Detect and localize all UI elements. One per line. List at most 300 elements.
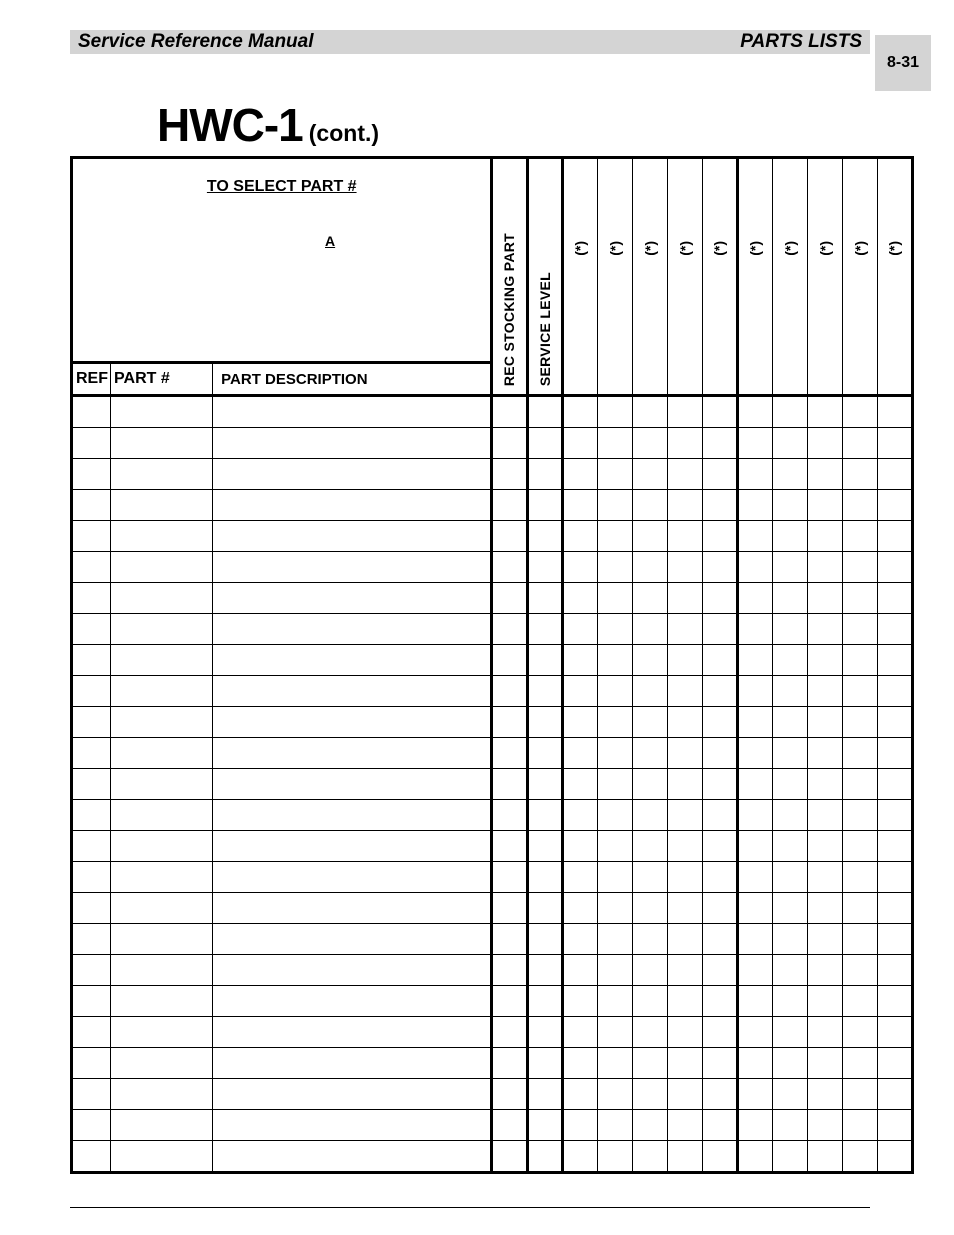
part-number-header: PART # bbox=[111, 363, 213, 396]
model-cell bbox=[632, 924, 667, 955]
ref-cell bbox=[72, 924, 111, 955]
model-cell bbox=[597, 676, 632, 707]
model-cell bbox=[562, 1017, 597, 1048]
model-column-header bbox=[772, 158, 807, 396]
model-cell bbox=[877, 707, 912, 738]
model-cell bbox=[667, 831, 702, 862]
part-number-cell bbox=[111, 862, 213, 893]
rec-stocking-cell bbox=[492, 459, 527, 490]
model-column-label: (*) bbox=[676, 241, 693, 256]
part-description-cell bbox=[213, 986, 492, 1017]
model-cell bbox=[597, 1017, 632, 1048]
model-cell bbox=[702, 1141, 737, 1173]
table-row bbox=[72, 1079, 913, 1110]
rec-stocking-cell bbox=[492, 583, 527, 614]
header-bar bbox=[70, 30, 870, 54]
model-column-label: (*) bbox=[711, 241, 728, 256]
rec-stocking-cell bbox=[492, 955, 527, 986]
table-row bbox=[72, 986, 913, 1017]
model-cell bbox=[842, 769, 877, 800]
model-cell bbox=[597, 614, 632, 645]
model-cell bbox=[632, 552, 667, 583]
model-cell bbox=[667, 676, 702, 707]
model-cell bbox=[772, 396, 807, 428]
model-cell bbox=[597, 428, 632, 459]
model-cell bbox=[877, 490, 912, 521]
model-cell bbox=[632, 645, 667, 676]
model-cell bbox=[632, 459, 667, 490]
service-level-cell bbox=[527, 800, 562, 831]
model-cell bbox=[597, 459, 632, 490]
model-cell bbox=[667, 986, 702, 1017]
model-cell bbox=[877, 396, 912, 428]
model-column-label: (*) bbox=[641, 241, 658, 256]
model-cell bbox=[772, 986, 807, 1017]
part-number-cell bbox=[111, 459, 213, 490]
model-cell bbox=[842, 1141, 877, 1173]
model-cell bbox=[562, 955, 597, 986]
service-level-cell bbox=[527, 490, 562, 521]
table-row bbox=[72, 862, 913, 893]
table-row bbox=[72, 893, 913, 924]
part-number-cell bbox=[111, 1141, 213, 1173]
model-cell bbox=[877, 862, 912, 893]
model-cell bbox=[667, 707, 702, 738]
model-column-label: (*) bbox=[572, 241, 589, 256]
page-heading bbox=[157, 98, 379, 152]
model-cell bbox=[877, 1048, 912, 1079]
part-number-cell bbox=[111, 738, 213, 769]
model-cell bbox=[632, 1048, 667, 1079]
model-cell bbox=[772, 1141, 807, 1173]
page-heading-main: HWC-1 bbox=[157, 99, 303, 151]
model-cell bbox=[807, 459, 842, 490]
model-cell bbox=[842, 490, 877, 521]
part-number-cell bbox=[111, 1079, 213, 1110]
model-cell bbox=[632, 800, 667, 831]
part-number-cell bbox=[111, 583, 213, 614]
model-cell bbox=[632, 614, 667, 645]
ref-cell bbox=[72, 1017, 111, 1048]
model-cell bbox=[702, 396, 737, 428]
model-cell bbox=[842, 459, 877, 490]
model-cell bbox=[737, 645, 772, 676]
service-level-cell bbox=[527, 396, 562, 428]
model-cell bbox=[632, 893, 667, 924]
part-number-cell bbox=[111, 521, 213, 552]
part-description-cell bbox=[213, 1141, 492, 1173]
service-level-cell bbox=[527, 924, 562, 955]
model-cell bbox=[877, 738, 912, 769]
model-cell bbox=[667, 955, 702, 986]
model-cell bbox=[632, 738, 667, 769]
service-level-cell bbox=[527, 1141, 562, 1173]
model-cell bbox=[807, 1079, 842, 1110]
model-cell bbox=[632, 862, 667, 893]
model-cell bbox=[772, 1017, 807, 1048]
model-cell bbox=[667, 1079, 702, 1110]
model-cell bbox=[807, 645, 842, 676]
service-level-cell bbox=[527, 955, 562, 986]
model-cell bbox=[877, 676, 912, 707]
rec-stocking-cell bbox=[492, 428, 527, 459]
model-cell bbox=[737, 769, 772, 800]
model-cell bbox=[807, 986, 842, 1017]
model-cell bbox=[632, 955, 667, 986]
part-description-cell bbox=[213, 396, 492, 428]
model-cell bbox=[807, 396, 842, 428]
model-cell bbox=[772, 893, 807, 924]
model-cell bbox=[702, 769, 737, 800]
page-heading-sub: (cont.) bbox=[308, 120, 380, 146]
part-description-cell bbox=[213, 552, 492, 583]
model-cell bbox=[597, 924, 632, 955]
ref-cell bbox=[72, 459, 111, 490]
model-cell bbox=[562, 676, 597, 707]
model-cell bbox=[807, 893, 842, 924]
rec-stocking-cell bbox=[492, 924, 527, 955]
model-cell bbox=[702, 583, 737, 614]
table-row bbox=[72, 490, 913, 521]
rec-stocking-cell bbox=[492, 769, 527, 800]
model-cell bbox=[702, 831, 737, 862]
model-cell bbox=[772, 924, 807, 955]
model-cell bbox=[667, 924, 702, 955]
model-column-header bbox=[737, 158, 772, 396]
model-cell bbox=[667, 645, 702, 676]
ref-cell bbox=[72, 893, 111, 924]
model-cell bbox=[842, 645, 877, 676]
model-cell bbox=[737, 1141, 772, 1173]
service-level-cell bbox=[527, 831, 562, 862]
model-cell bbox=[737, 552, 772, 583]
model-cell bbox=[772, 614, 807, 645]
model-column-header bbox=[702, 158, 737, 396]
model-cell bbox=[562, 769, 597, 800]
rec-stocking-cell bbox=[492, 396, 527, 428]
model-cell bbox=[562, 893, 597, 924]
part-number-cell bbox=[111, 955, 213, 986]
rec-stocking-cell bbox=[492, 521, 527, 552]
rec-stocking-cell bbox=[492, 614, 527, 645]
model-cell bbox=[877, 1079, 912, 1110]
ref-header: REF bbox=[72, 363, 111, 396]
model-cell bbox=[842, 924, 877, 955]
rec-stocking-cell bbox=[492, 1017, 527, 1048]
model-cell bbox=[807, 769, 842, 800]
model-cell bbox=[597, 738, 632, 769]
table-row bbox=[72, 707, 913, 738]
service-level-cell bbox=[527, 1017, 562, 1048]
part-number-cell bbox=[111, 396, 213, 428]
model-cell bbox=[597, 800, 632, 831]
rec-stocking-cell bbox=[492, 1141, 527, 1173]
model-cell bbox=[737, 924, 772, 955]
model-cell bbox=[772, 1048, 807, 1079]
model-column-label: (*) bbox=[816, 241, 833, 256]
table-row bbox=[72, 1017, 913, 1048]
ref-cell bbox=[72, 1141, 111, 1173]
model-cell bbox=[877, 1110, 912, 1141]
part-number-cell bbox=[111, 676, 213, 707]
service-level-cell bbox=[527, 1079, 562, 1110]
model-cell bbox=[597, 1079, 632, 1110]
model-cell bbox=[667, 738, 702, 769]
model-cell bbox=[737, 614, 772, 645]
part-description-cell bbox=[213, 1048, 492, 1079]
model-cell bbox=[667, 583, 702, 614]
model-cell bbox=[737, 396, 772, 428]
part-number-cell bbox=[111, 800, 213, 831]
model-cell bbox=[772, 738, 807, 769]
header-row bbox=[72, 158, 913, 363]
part-number-cell bbox=[111, 490, 213, 521]
model-cell bbox=[597, 893, 632, 924]
model-cell bbox=[562, 924, 597, 955]
model-cell bbox=[632, 707, 667, 738]
part-number-cell bbox=[111, 1110, 213, 1141]
table-row bbox=[72, 583, 913, 614]
model-cell bbox=[562, 1141, 597, 1173]
model-column-header bbox=[597, 158, 632, 396]
model-cell bbox=[597, 1110, 632, 1141]
model-cell bbox=[667, 396, 702, 428]
model-cell bbox=[807, 924, 842, 955]
model-cell bbox=[632, 490, 667, 521]
service-level-cell bbox=[527, 676, 562, 707]
rec-stocking-cell bbox=[492, 676, 527, 707]
model-cell bbox=[807, 614, 842, 645]
model-cell bbox=[807, 1110, 842, 1141]
table-row bbox=[72, 459, 913, 490]
ref-cell bbox=[72, 831, 111, 862]
model-cell bbox=[877, 769, 912, 800]
model-cell bbox=[562, 396, 597, 428]
select-option-a: A bbox=[325, 233, 336, 249]
model-cell bbox=[877, 1141, 912, 1173]
model-cell bbox=[772, 428, 807, 459]
model-cell bbox=[702, 955, 737, 986]
model-cell bbox=[772, 645, 807, 676]
model-cell bbox=[667, 769, 702, 800]
model-cell bbox=[597, 769, 632, 800]
ref-cell bbox=[72, 645, 111, 676]
page-number: 8-31 bbox=[875, 35, 931, 91]
ref-cell bbox=[72, 396, 111, 428]
model-cell bbox=[877, 800, 912, 831]
service-level-cell bbox=[527, 1110, 562, 1141]
model-column-label: (*) bbox=[747, 241, 764, 256]
model-cell bbox=[737, 676, 772, 707]
model-column-label: (*) bbox=[851, 241, 868, 256]
model-cell bbox=[597, 521, 632, 552]
model-cell bbox=[772, 800, 807, 831]
table-row bbox=[72, 521, 913, 552]
model-cell bbox=[632, 1079, 667, 1110]
ref-cell bbox=[72, 676, 111, 707]
model-cell bbox=[877, 924, 912, 955]
model-cell bbox=[807, 583, 842, 614]
model-cell bbox=[702, 676, 737, 707]
model-cell bbox=[807, 738, 842, 769]
table-row bbox=[72, 396, 913, 428]
model-cell bbox=[877, 459, 912, 490]
rec-stocking-cell bbox=[492, 800, 527, 831]
table-row bbox=[72, 552, 913, 583]
rec-stocking-cell bbox=[492, 862, 527, 893]
manual-title: Service Reference Manual bbox=[78, 31, 314, 52]
table-row bbox=[72, 676, 913, 707]
model-cell bbox=[597, 552, 632, 583]
ref-cell bbox=[72, 583, 111, 614]
model-cell bbox=[842, 738, 877, 769]
model-column-header bbox=[667, 158, 702, 396]
model-cell bbox=[702, 1017, 737, 1048]
part-number-cell bbox=[111, 1048, 213, 1079]
service-level-label: SERVICE LEVEL bbox=[536, 271, 553, 386]
model-cell bbox=[597, 986, 632, 1017]
model-cell bbox=[807, 707, 842, 738]
service-level-cell bbox=[527, 986, 562, 1017]
model-cell bbox=[597, 396, 632, 428]
model-cell bbox=[702, 986, 737, 1017]
model-cell bbox=[772, 490, 807, 521]
model-cell bbox=[842, 831, 877, 862]
model-cell bbox=[772, 831, 807, 862]
model-cell bbox=[562, 490, 597, 521]
model-cell bbox=[807, 800, 842, 831]
model-cell bbox=[842, 862, 877, 893]
ref-cell bbox=[72, 738, 111, 769]
service-level-cell bbox=[527, 769, 562, 800]
model-cell bbox=[702, 893, 737, 924]
model-cell bbox=[842, 521, 877, 552]
ref-cell bbox=[72, 614, 111, 645]
model-cell bbox=[562, 707, 597, 738]
part-description-cell bbox=[213, 800, 492, 831]
model-cell bbox=[737, 428, 772, 459]
part-description-cell bbox=[213, 831, 492, 862]
rec-stocking-cell bbox=[492, 490, 527, 521]
table-row bbox=[72, 1110, 913, 1141]
part-description-cell bbox=[213, 1079, 492, 1110]
table-row bbox=[72, 738, 913, 769]
ref-cell bbox=[72, 800, 111, 831]
ref-cell bbox=[72, 862, 111, 893]
model-cell bbox=[772, 707, 807, 738]
model-cell bbox=[702, 1048, 737, 1079]
part-number-cell bbox=[111, 645, 213, 676]
service-level-cell bbox=[527, 428, 562, 459]
ref-cell bbox=[72, 1079, 111, 1110]
part-number-cell bbox=[111, 893, 213, 924]
model-cell bbox=[632, 986, 667, 1017]
model-cell bbox=[667, 1017, 702, 1048]
table-row bbox=[72, 1141, 913, 1173]
model-cell bbox=[702, 707, 737, 738]
rec-stocking-cell bbox=[492, 738, 527, 769]
model-cell bbox=[737, 831, 772, 862]
section-title: PARTS LISTS bbox=[740, 31, 862, 52]
model-cell bbox=[772, 521, 807, 552]
model-cell bbox=[807, 955, 842, 986]
rec-stocking-cell bbox=[492, 1079, 527, 1110]
part-description-header: PART DESCRIPTION bbox=[213, 363, 492, 396]
model-cell bbox=[667, 428, 702, 459]
model-cell bbox=[877, 614, 912, 645]
model-cell bbox=[807, 831, 842, 862]
model-cell bbox=[702, 924, 737, 955]
ref-cell bbox=[72, 769, 111, 800]
model-cell bbox=[807, 552, 842, 583]
part-description-cell bbox=[213, 955, 492, 986]
model-cell bbox=[737, 1079, 772, 1110]
part-description-cell bbox=[213, 583, 492, 614]
service-level-cell bbox=[527, 645, 562, 676]
part-number-cell bbox=[111, 831, 213, 862]
ref-cell bbox=[72, 955, 111, 986]
table-row bbox=[72, 428, 913, 459]
model-cell bbox=[737, 1110, 772, 1141]
service-level-cell bbox=[527, 459, 562, 490]
part-description-cell bbox=[213, 490, 492, 521]
model-cell bbox=[667, 552, 702, 583]
model-cell bbox=[877, 645, 912, 676]
model-cell bbox=[772, 552, 807, 583]
model-cell bbox=[772, 459, 807, 490]
model-column-label: (*) bbox=[606, 241, 623, 256]
rec-stocking-header bbox=[492, 158, 527, 396]
model-cell bbox=[702, 614, 737, 645]
model-cell bbox=[702, 552, 737, 583]
model-cell bbox=[562, 521, 597, 552]
model-cell bbox=[632, 1017, 667, 1048]
part-number-cell bbox=[111, 707, 213, 738]
ref-cell bbox=[72, 986, 111, 1017]
model-cell bbox=[632, 769, 667, 800]
model-cell bbox=[597, 1048, 632, 1079]
table-row bbox=[72, 1048, 913, 1079]
ref-cell bbox=[72, 490, 111, 521]
model-cell bbox=[597, 831, 632, 862]
model-cell bbox=[737, 490, 772, 521]
model-cell bbox=[772, 862, 807, 893]
model-cell bbox=[737, 459, 772, 490]
part-description-cell bbox=[213, 459, 492, 490]
table-row bbox=[72, 955, 913, 986]
model-cell bbox=[667, 1141, 702, 1173]
service-level-cell bbox=[527, 862, 562, 893]
model-cell bbox=[807, 521, 842, 552]
part-number-cell bbox=[111, 924, 213, 955]
model-cell bbox=[667, 1110, 702, 1141]
model-cell bbox=[737, 893, 772, 924]
service-level-cell bbox=[527, 521, 562, 552]
rec-stocking-cell bbox=[492, 1048, 527, 1079]
model-cell bbox=[702, 490, 737, 521]
rec-stocking-cell bbox=[492, 986, 527, 1017]
model-cell bbox=[562, 831, 597, 862]
model-cell bbox=[737, 800, 772, 831]
parts-table bbox=[70, 156, 914, 1174]
service-level-cell bbox=[527, 707, 562, 738]
model-cell bbox=[562, 1110, 597, 1141]
model-cell bbox=[842, 1048, 877, 1079]
model-column-label: (*) bbox=[781, 241, 798, 256]
part-description-cell bbox=[213, 924, 492, 955]
service-level-cell bbox=[527, 614, 562, 645]
part-number-cell bbox=[111, 1017, 213, 1048]
